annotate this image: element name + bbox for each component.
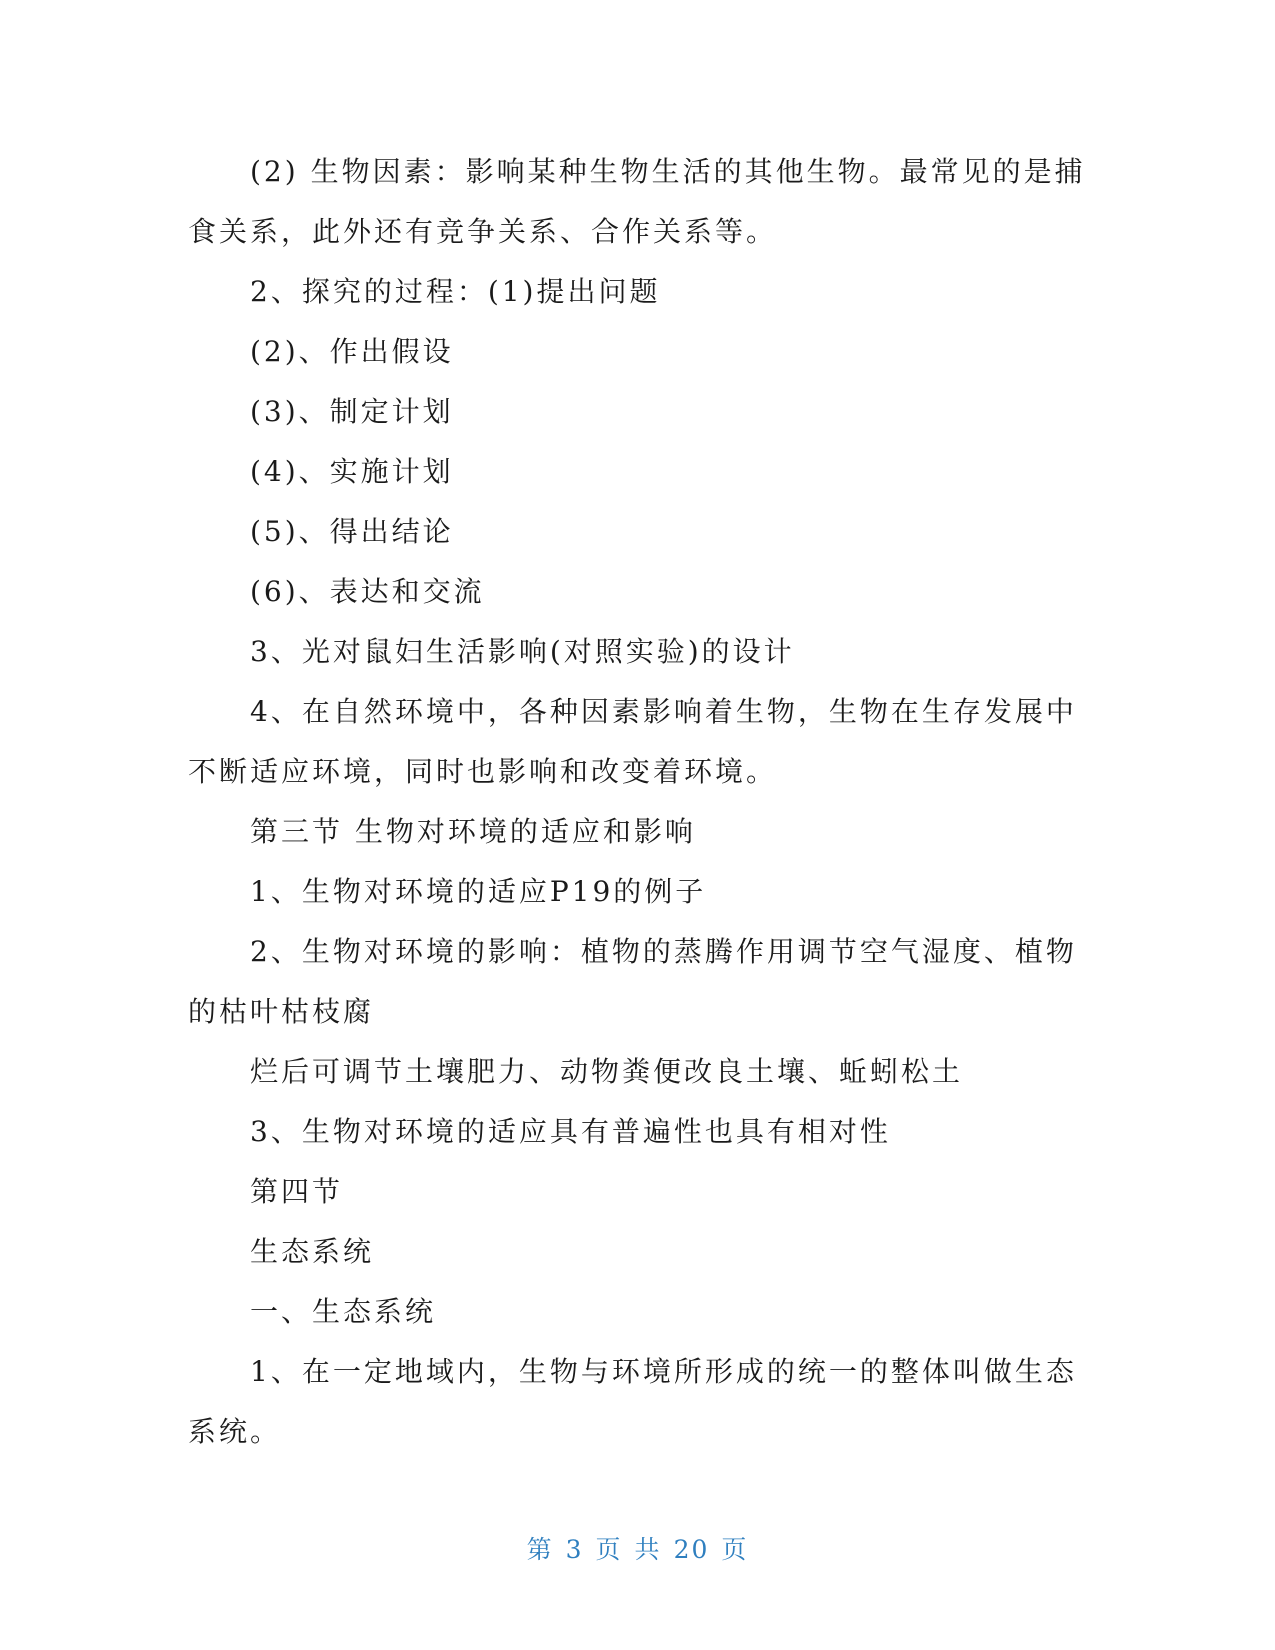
paragraph-line: (5)、得出结论	[250, 515, 454, 548]
page-footer	[0, 1530, 1275, 1566]
paragraph-line: 不断适应环境，同时也影响和改变着环境。	[188, 755, 778, 788]
paragraph-line: 3、生物对环境的适应具有普遍性也具有相对性	[250, 1115, 891, 1148]
paragraph-line: 食关系，此外还有竞争关系、合作关系等。	[188, 215, 778, 248]
total-pages-number: 20	[673, 1535, 710, 1564]
section-heading: 第三节 生物对环境的适应和影响	[250, 815, 696, 848]
current-page-number: 3	[565, 1535, 584, 1564]
paragraph-line: 1、在一定地域内，生物与环境所形成的统一的整体叫做生态	[250, 1355, 1077, 1388]
paragraph-line: (2)、作出假设	[250, 335, 454, 368]
paragraph-line: 1、生物对环境的适应P19的例子	[250, 875, 707, 908]
paragraph-line: (3)、制定计划	[250, 395, 454, 428]
footer-suffix: 页	[721, 1535, 749, 1564]
paragraph-line: 4、在自然环境中，各种因素影响着生物，生物在生存发展中	[250, 695, 1077, 728]
paragraph-line: 的枯叶枯枝腐	[188, 995, 375, 1028]
subsection-heading: 一、生态系统	[250, 1295, 437, 1328]
paragraph-line: 3、光对鼠妇生活影响(对照实验)的设计	[250, 635, 795, 668]
paragraph-line: 2、探究的过程：(1)提出问题	[250, 275, 661, 308]
document-body	[188, 142, 1086, 1462]
paragraph-line: (2) 生物因素：影响某种生物生活的其他生物。最常见的是捕	[250, 155, 1086, 188]
paragraph-line: 烂后可调节土壤肥力、动物粪便改良土壤、蚯蚓松土	[250, 1055, 964, 1088]
paragraph-line: (6)、表达和交流	[250, 575, 485, 608]
paragraph-line: (4)、实施计划	[250, 455, 454, 488]
paragraph-line: 2、生物对环境的影响：植物的蒸腾作用调节空气湿度、植物	[250, 935, 1077, 968]
section-heading: 第四节	[250, 1175, 344, 1208]
footer-page-label: 页	[595, 1535, 623, 1564]
footer-prefix: 第	[526, 1535, 554, 1564]
footer-total-label: 共	[634, 1535, 662, 1564]
paragraph-line: 系统。	[188, 1415, 282, 1448]
section-title: 生态系统	[250, 1235, 375, 1268]
